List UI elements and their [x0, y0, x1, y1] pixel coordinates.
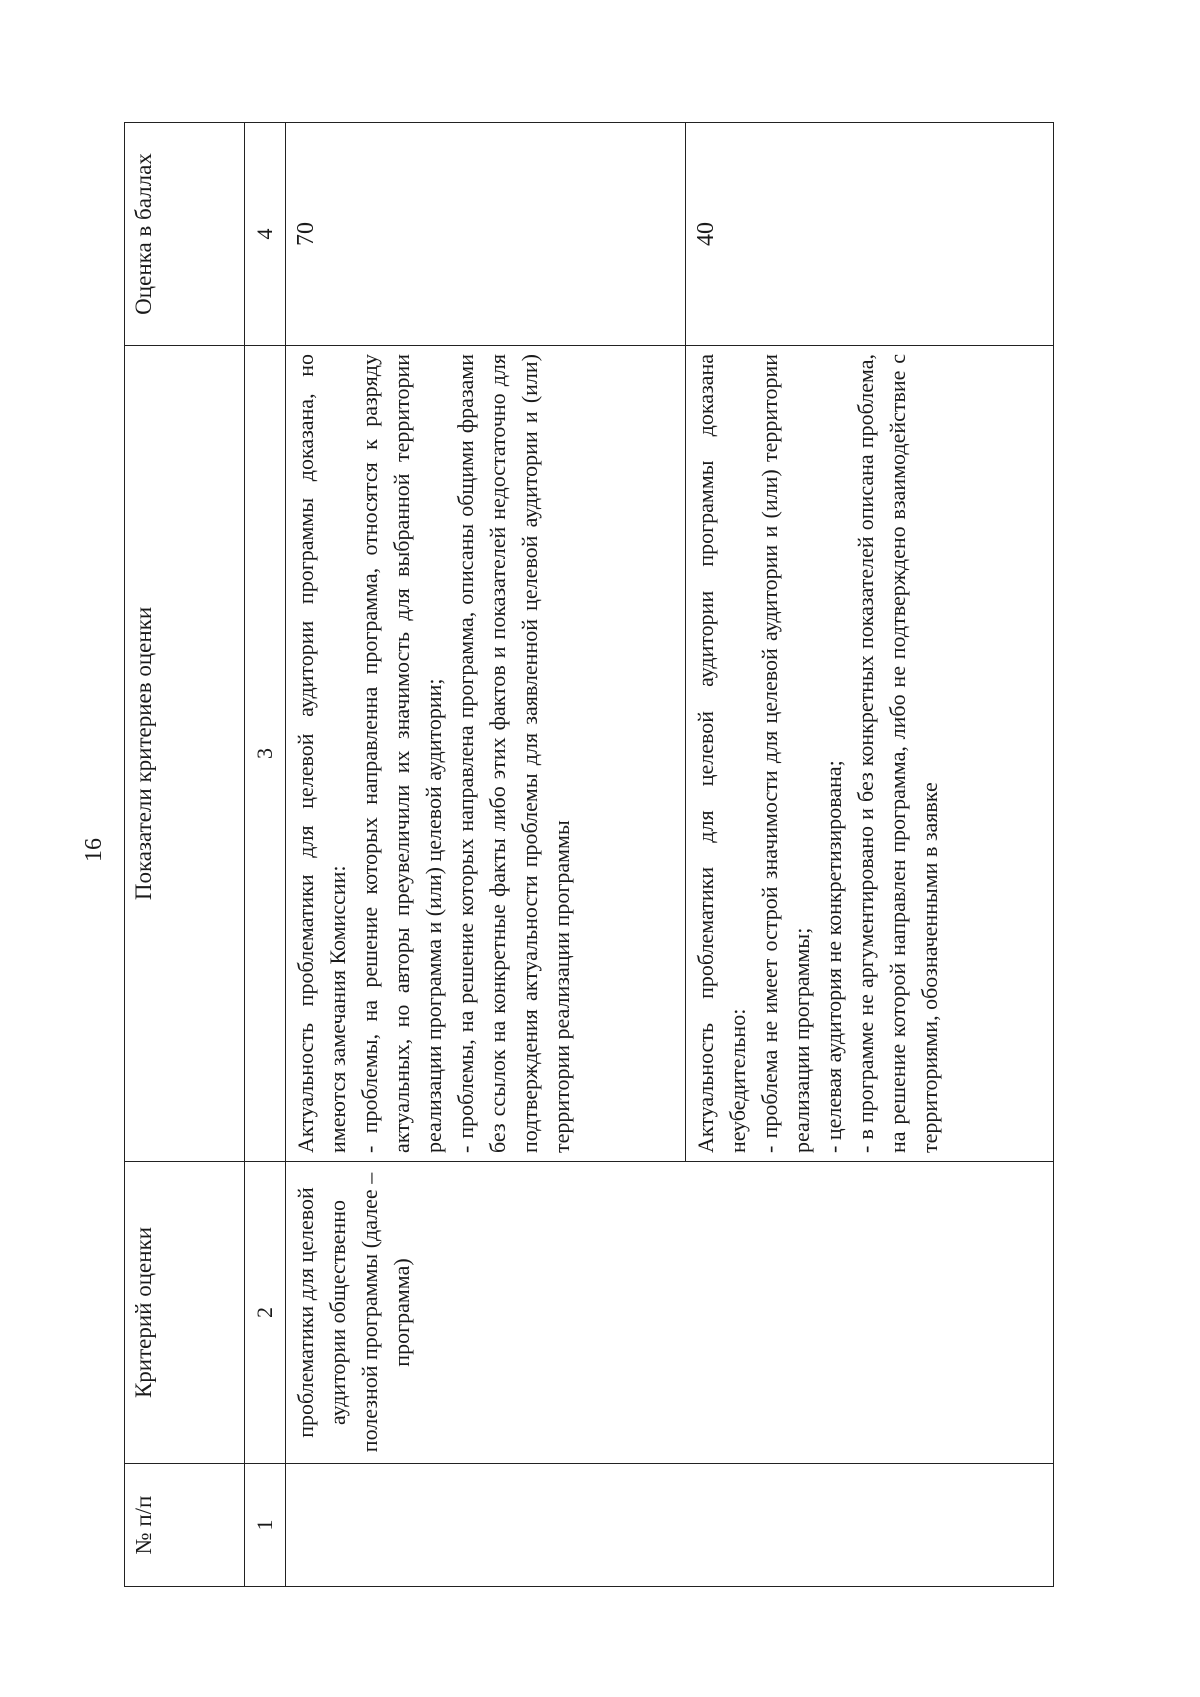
- score-cell-2: 40: [686, 123, 1054, 346]
- indicator-line: - проблема не имеет острой значимости для целевой аудитории и (или) территории реализации программы;: [757, 354, 814, 1153]
- indicator-line: Актуальность проблематики для целевой аудитории программы доказана неубедительно:: [693, 354, 750, 1153]
- indicator-line: - проблемы, на решение которых направлена программа, описаны общими фразами без ссылок на конкретные факты либо этих фактов и показателей недостаточно для подтверждения актуальности проблемы для заявленной целевой аудитории и (или) территории реализации программы: [453, 354, 574, 1153]
- index-3: 3: [245, 346, 286, 1162]
- page-number-text: 16: [81, 838, 107, 862]
- header-score: Оценка в баллах: [125, 123, 245, 346]
- indicator-cell-2: [686, 346, 1054, 1162]
- indicator-line: - целевая аудитория не конкретизирована;: [821, 760, 846, 1153]
- indicator-line: - проблемы, на решение которых направленна программа, относятся к разряду актуальных, но авторы преувеличили их значимость для выбранной территории реализации программа и (или) целевой аудитории;: [357, 354, 446, 1153]
- table-row: [286, 123, 686, 1587]
- criteria-table-wrapper: [124, 123, 1054, 1587]
- header-num: № п/п: [125, 1464, 245, 1587]
- indicator-cell-1: [286, 346, 686, 1162]
- score-cell-1: 70: [286, 123, 686, 346]
- header-row: [125, 123, 245, 1587]
- header-indicators: Показатели критериев оценки: [125, 346, 245, 1162]
- index-4: 4: [245, 123, 286, 346]
- num-cell: [286, 1464, 1054, 1587]
- indicator-line: Актуальность проблематики для целевой аудитории программы доказана, но имеются замечания Комиссии:: [293, 354, 350, 1153]
- index-1: 1: [245, 1464, 286, 1587]
- criterion-cell: проблематики для целевой аудитории общественно полезной программы (далее – программа): [286, 1162, 1054, 1464]
- indicator-line: - в программе не аргументировано и без конкретных показателей описана проблема, на решение которой направлен программа, либо не подтверждено взаимодействие с территориями, обозначенными в заявке: [853, 354, 942, 1153]
- header-criterion: Критерий оценки: [125, 1162, 245, 1464]
- index-2: 2: [245, 1162, 286, 1464]
- index-row: [245, 123, 286, 1587]
- criteria-table: [124, 122, 1054, 1587]
